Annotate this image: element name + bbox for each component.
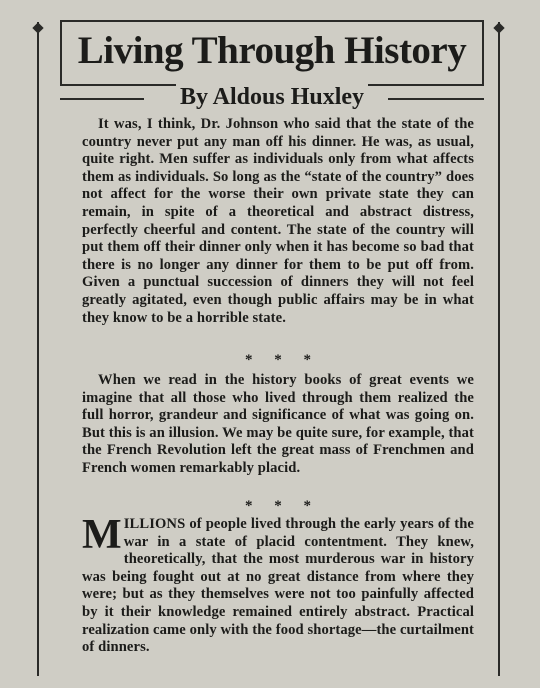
rule-ornament	[32, 22, 43, 33]
paragraph-3	[82, 512, 474, 657]
byline-row	[60, 82, 484, 112]
paragraph-1: It was, I think, Dr. Johnson who said that the state of the country never put any man off his dinner. He was, as usual, quite right. Men suffer as individuals only from what affects them as individuals. So long as the “state of the country” does not affect for the worse their own private state they can remain, in spite of a theoretical and abstract distress, perfectly cheerful and content. The state of the country will put them off their dinner only when it has become so bad that there is no longer any dinner for them to be put off from. Given a punctual succession of dinners they will not feel greatly agitated, even though public affairs may be in what they know to be a horrible state.	[82, 116, 474, 326]
drop-cap: M	[82, 512, 122, 558]
right-column-rule	[498, 22, 500, 676]
left-column-rule	[37, 22, 39, 676]
rule-ornament	[493, 22, 504, 33]
article-title: Living Through History	[77, 29, 467, 72]
byline-text: By Aldous Huxley	[176, 84, 368, 110]
separator-1: * * *	[245, 352, 311, 368]
paragraph-2: When we read in the history books of great events we imagine that all those who lived through them realized the full horror, grandeur and significance of what was going on. But this is an illusion. We may be quite sure, for example, that the French Revolution left the great mass of Frenchmen and French women remarkably placid.	[82, 372, 474, 476]
byline	[60, 82, 484, 112]
paragraph-3-text: ILLIONS of people lived through the early years of the war in a state of placid contentment. They knew, theoretically, that the most murderous war in history was being fought out at no great distance from where they were; but as they themselves were not too painfully affected by it their knowledge remained entirely abstract. Practical realization came only with the food shortage—the curtailment of dinners.	[82, 516, 474, 656]
separator-2: * * *	[245, 498, 311, 514]
